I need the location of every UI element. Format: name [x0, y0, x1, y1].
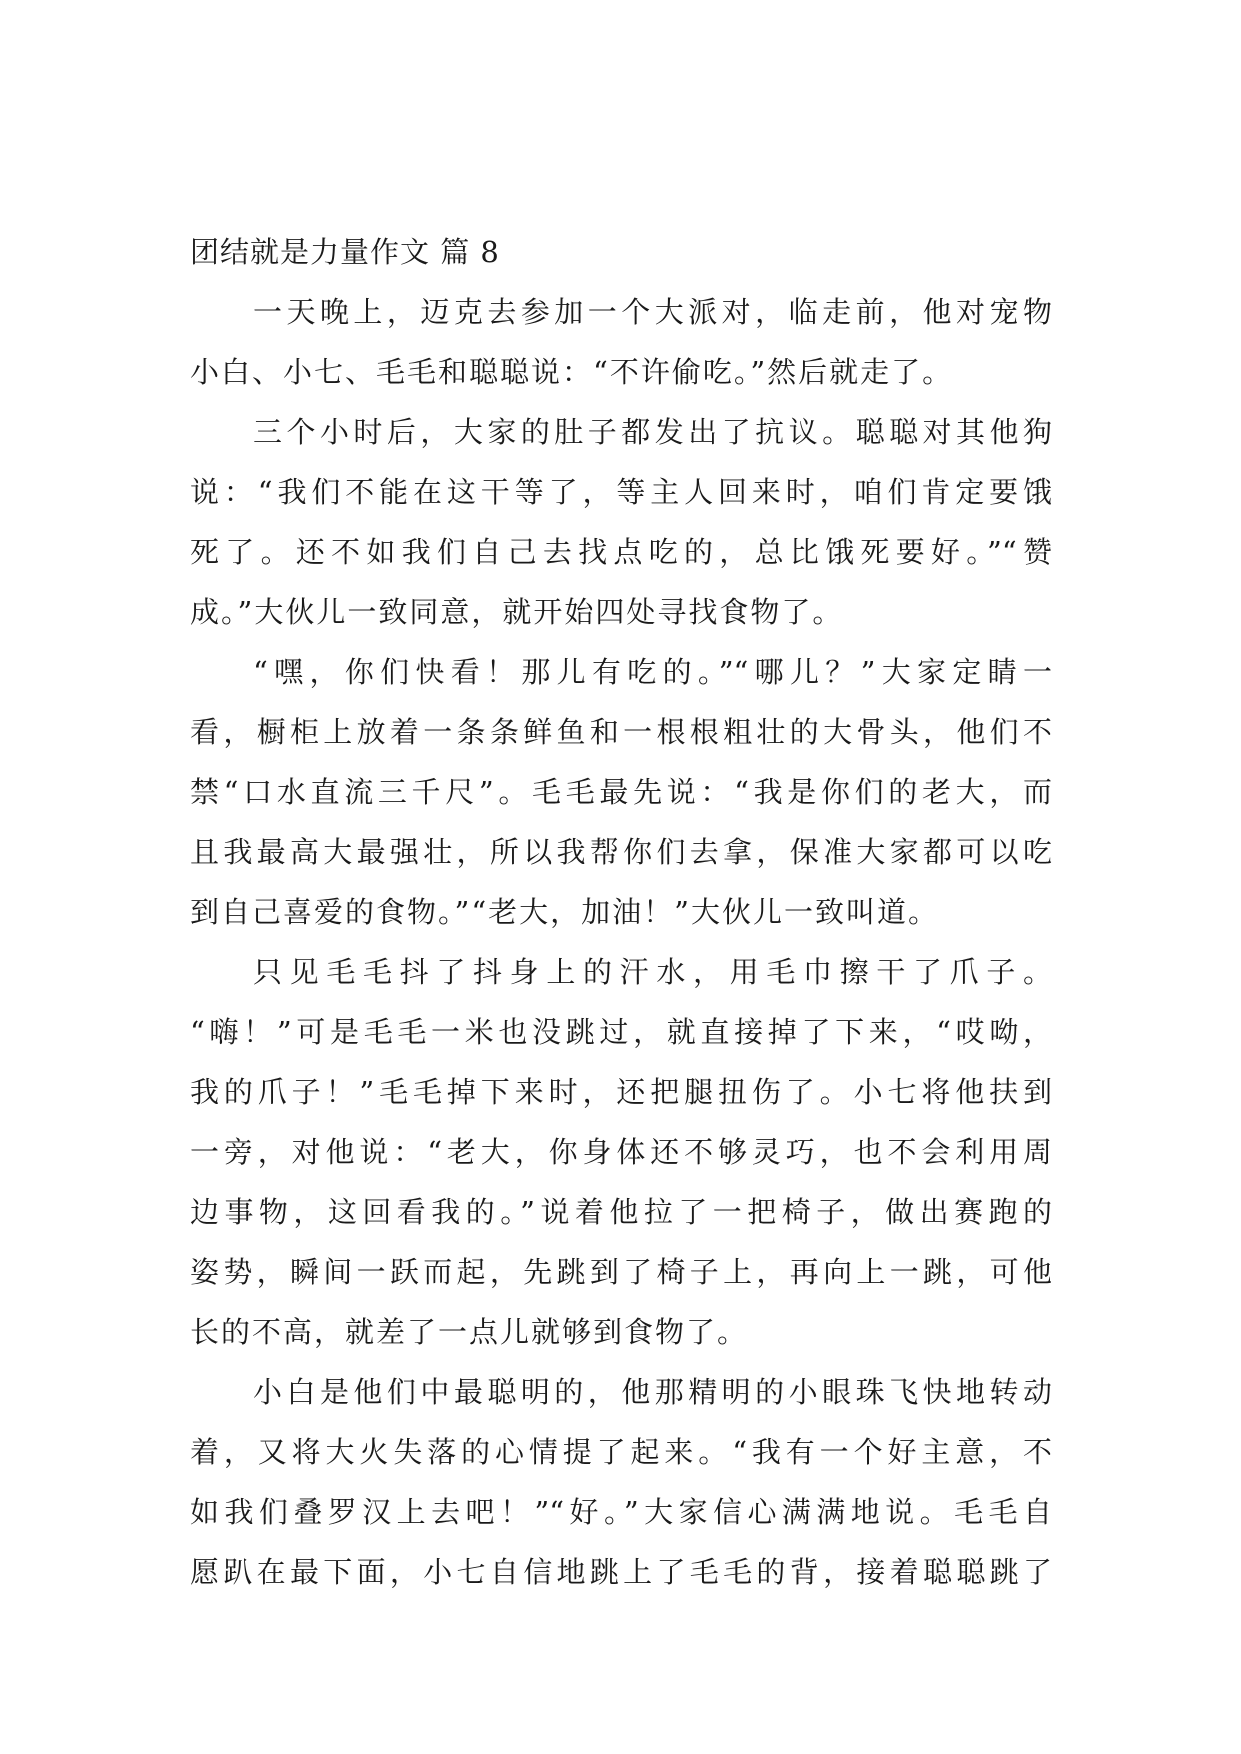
paragraph-line: “嗨！”可是毛毛一米也没跳过，就直接掉了下来，“哎呦， — [190, 1015, 1052, 1049]
paragraph-line: 说：“我们不能在这干等了，等主人回来时，咱们肯定要饿 — [190, 475, 1052, 509]
paragraph-line: 一天晚上，迈克去参加一个大派对，临走前，他对宠物 — [253, 295, 1052, 329]
paragraph-line: 长的不高，就差了一点儿就够到食物了。 — [190, 1315, 749, 1349]
paragraph-line: 且我最高大最强壮，所以我帮你们去拿，保准大家都可以吃 — [190, 835, 1052, 869]
document-title: 团结就是力量作文 篇 8 — [190, 235, 500, 269]
paragraph-line: 我的爪子！”毛毛掉下来时，还把腿扭伤了。小七将他扶到 — [190, 1075, 1052, 1109]
paragraph-line: 死了。还不如我们自己去找点吃的，总比饿死要好。”“赞 — [190, 535, 1052, 569]
paragraph-line: 愿趴在最下面，小七自信地跳上了毛毛的背，接着聪聪跳了 — [190, 1555, 1052, 1589]
paragraph-line: 如我们叠罗汉上去吧！”“好。”大家信心满满地说。毛毛自 — [190, 1495, 1052, 1529]
paragraph-line: 成。”大伙儿一致同意，就开始四处寻找食物了。 — [190, 595, 844, 629]
paragraph-line: 小白是他们中最聪明的，他那精明的小眼珠飞快地转动 — [253, 1375, 1052, 1409]
paragraph-line: 禁“口水直流三千尺”。毛毛最先说：“我是你们的老大，而 — [190, 775, 1052, 809]
paragraph-line: 只见毛毛抖了抖身上的汗水，用毛巾擦干了爪子。 — [253, 955, 1052, 989]
paragraph-line: 边事物，这回看我的。”说着他拉了一把椅子，做出赛跑的 — [190, 1195, 1052, 1229]
paragraph-line: 小白、小七、毛毛和聪聪说：“不许偷吃。”然后就走了。 — [190, 355, 954, 389]
paragraph-line: 一旁，对他说：“老大，你身体还不够灵巧，也不会利用周 — [190, 1135, 1052, 1169]
paragraph-line: 到自己喜爱的食物。”“老大，加油！”大伙儿一致叫道。 — [190, 895, 939, 929]
paragraph-line: “嘿，你们快看！那儿有吃的。”“哪儿？”大家定睛一 — [253, 655, 1052, 689]
paragraph-line: 姿势，瞬间一跃而起，先跳到了椅子上，再向上一跳，可他 — [190, 1255, 1052, 1289]
paragraph-line: 看，橱柜上放着一条条鲜鱼和一根根粗壮的大骨头，他们不 — [190, 715, 1052, 749]
paragraph-line: 着，又将大火失落的心情提了起来。“我有一个好主意，不 — [190, 1435, 1052, 1469]
paragraph-line: 三个小时后，大家的肚子都发出了抗议。聪聪对其他狗 — [253, 415, 1052, 449]
